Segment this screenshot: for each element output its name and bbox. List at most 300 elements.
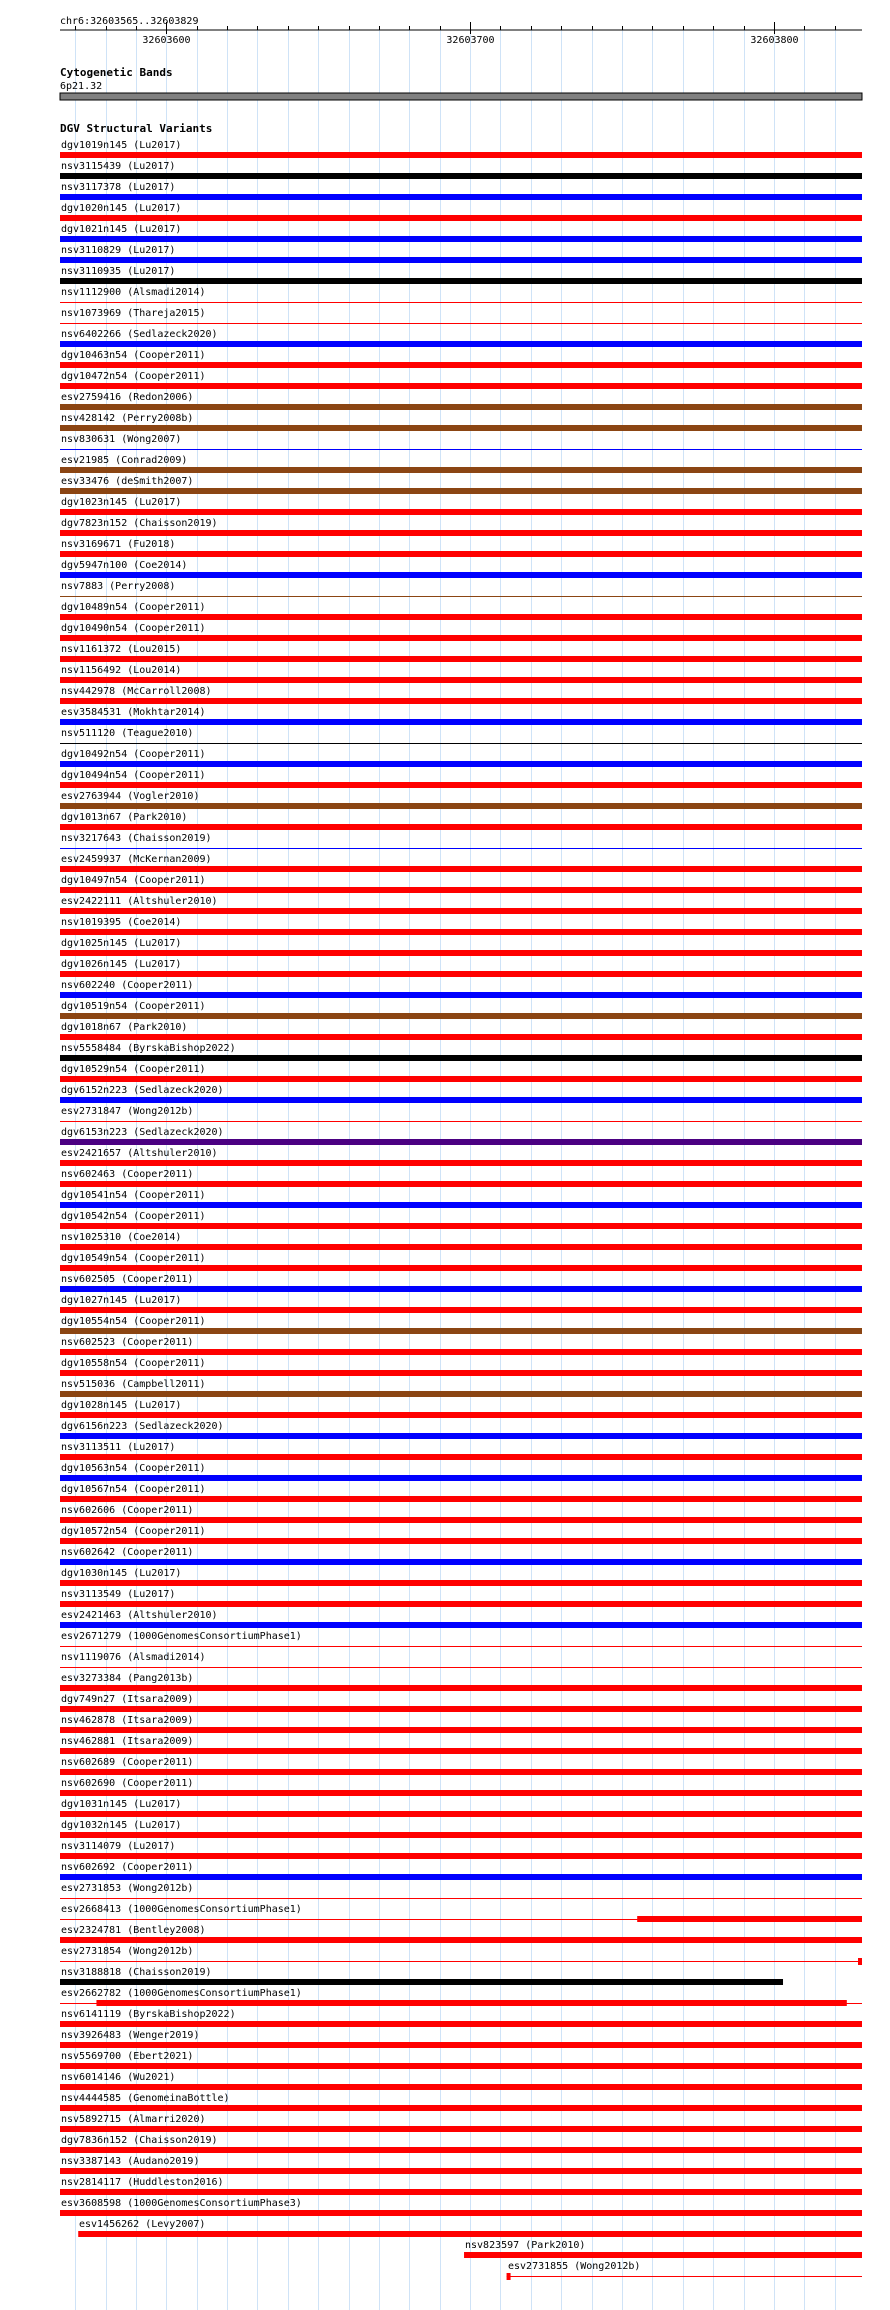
variant-row <box>60 1652 862 1668</box>
variant-label: esv2421657 (Altshuler2010) <box>61 1148 218 1159</box>
variant-row <box>60 560 862 578</box>
variant-feature-bar[interactable] <box>60 1727 862 1733</box>
variant-row <box>60 2135 862 2153</box>
variant-feature-bar[interactable] <box>60 1769 862 1775</box>
variant-row <box>60 1694 862 1712</box>
variant-label: dgv10494n54 (Cooper2011) <box>61 770 206 781</box>
variant-feature-bar[interactable] <box>60 1139 862 1145</box>
variant-feature-bar[interactable] <box>60 530 862 536</box>
variant-label: dgv749n27 (Itsara2009) <box>61 1694 194 1705</box>
variant-label: dgv10490n54 (Cooper2011) <box>61 623 206 634</box>
variant-label: nsv462881 (Itsara2009) <box>61 1736 194 1747</box>
variant-row <box>60 2009 862 2027</box>
variant-row <box>60 1526 862 1544</box>
variant-row <box>60 602 862 620</box>
variant-feature-bar[interactable] <box>60 1391 862 1397</box>
variant-label: dgv10519n54 (Cooper2011) <box>61 1001 206 1012</box>
variant-label: nsv3114079 (Lu2017) <box>61 1841 176 1852</box>
variant-row <box>60 434 862 450</box>
variant-label: nsv7883 (Perry2008) <box>61 581 176 592</box>
variant-feature-bar[interactable] <box>60 1244 862 1250</box>
variant-label: esv2671279 (1000GenomesConsortiumPhase1) <box>61 1631 302 1642</box>
variant-feature-bar[interactable] <box>60 1559 862 1565</box>
ruler-tick-label: 32603800 <box>750 35 799 46</box>
variant-end-marker <box>858 1958 862 1965</box>
variant-label: dgv1027n145 (Lu2017) <box>61 1295 182 1306</box>
variant-row <box>507 2261 862 2280</box>
variant-feature-bar[interactable] <box>60 824 862 830</box>
cytoband-track-title: Cytogenetic Bands <box>60 66 173 79</box>
variant-row <box>60 203 862 221</box>
variant-label: esv2459937 (McKernan2009) <box>61 854 212 865</box>
variant-label: esv1456262 (Levy2007) <box>79 2219 206 2230</box>
variant-label: nsv3926483 (Wenger2019) <box>61 2030 200 2041</box>
variant-row <box>60 1547 862 1565</box>
variant-feature-bar[interactable] <box>60 929 862 935</box>
variant-feature-bar[interactable] <box>60 2063 862 2069</box>
variant-label: nsv2814117 (Huddleston2016) <box>61 2177 224 2188</box>
variant-label: dgv1030n145 (Lu2017) <box>61 1568 182 1579</box>
variant-row <box>60 1169 862 1187</box>
variant-row <box>60 938 862 956</box>
variant-row <box>60 854 862 872</box>
variant-row <box>60 1778 862 1796</box>
variant-feature-bar[interactable] <box>60 572 862 578</box>
variant-feature-bar[interactable] <box>60 1580 862 1586</box>
variant-label: esv2763944 (Vogler2010) <box>61 791 200 802</box>
variant-label: nsv830631 (Wong2007) <box>61 434 182 445</box>
variant-row <box>60 959 862 977</box>
variant-start-marker <box>507 2273 511 2280</box>
variant-label: nsv1025310 (Coe2014) <box>61 1232 182 1243</box>
variant-label: esv3608598 (1000GenomesConsortiumPhase3) <box>61 2198 302 2209</box>
variant-label: esv2422111 (Altshuler2010) <box>61 896 218 907</box>
variant-label: esv2421463 (Altshuler2010) <box>61 1610 218 1621</box>
variant-label: nsv3110935 (Lu2017) <box>61 266 176 277</box>
variant-row <box>60 455 862 473</box>
variant-row <box>60 1988 862 2006</box>
variant-row <box>60 371 862 389</box>
variant-row <box>60 1295 862 1313</box>
variant-row <box>60 1589 862 1607</box>
variant-label: esv2731853 (Wong2012b) <box>61 1883 194 1894</box>
variant-row <box>60 1274 862 1292</box>
variant-row <box>60 1442 862 1460</box>
variant-feature-bar[interactable] <box>60 1517 862 1523</box>
variant-label: nsv6402266 (Sedlazeck2020) <box>61 329 218 340</box>
variant-label: dgv1021n145 (Lu2017) <box>61 224 182 235</box>
variant-label: nsv462878 (Itsara2009) <box>61 1715 194 1726</box>
variant-row <box>60 224 862 242</box>
variant-row <box>60 245 862 263</box>
variant-label: nsv511120 (Teague2010) <box>61 728 194 739</box>
variant-feature-bar[interactable] <box>60 1496 862 1502</box>
variant-label: dgv7836n152 (Chaisson2019) <box>61 2135 218 2146</box>
variant-label: nsv3110829 (Lu2017) <box>61 245 176 256</box>
variant-feature-bar[interactable] <box>60 362 862 368</box>
variant-feature-bar[interactable] <box>60 971 862 977</box>
variant-row <box>60 413 862 431</box>
variant-row <box>60 1862 862 1880</box>
variant-label: nsv1073969 (Thareja2015) <box>61 308 206 319</box>
variant-row <box>60 2177 862 2195</box>
variant-label: esv2731855 (Wong2012b) <box>508 2261 641 2272</box>
variant-row <box>60 686 862 704</box>
variant-row <box>60 1001 862 1019</box>
variant-row <box>60 1232 862 1250</box>
variant-feature-bar[interactable] <box>60 1055 862 1061</box>
variant-row <box>60 1568 862 1586</box>
variant-row <box>60 833 862 849</box>
ruler <box>60 16 862 46</box>
variant-row <box>60 1883 862 1899</box>
variant-row <box>60 1820 862 1838</box>
variant-feature-bar[interactable] <box>60 887 862 893</box>
variant-feature-bar[interactable] <box>60 1202 862 1208</box>
variant-label: nsv1161372 (Lou2015) <box>61 644 182 655</box>
variant-label: dgv10567n54 (Cooper2011) <box>61 1484 206 1495</box>
variant-feature-bar[interactable] <box>60 1706 862 1712</box>
variant-label: nsv602642 (Cooper2011) <box>61 1547 194 1558</box>
variant-row <box>60 623 862 641</box>
variant-label: nsv1112900 (Alsmadi2014) <box>61 287 206 298</box>
variant-row <box>60 1946 862 1965</box>
variant-feature-bar[interactable] <box>60 236 862 242</box>
variant-feature-bar[interactable] <box>60 1181 862 1187</box>
variant-row <box>60 497 862 515</box>
variant-feature-bar[interactable] <box>60 1622 862 1628</box>
variant-label: nsv1019395 (Coe2014) <box>61 917 182 928</box>
variant-feature-bar[interactable] <box>60 677 862 683</box>
variant-label: dgv10472n54 (Cooper2011) <box>61 371 206 382</box>
variant-label: dgv1020n145 (Lu2017) <box>61 203 182 214</box>
variant-label: nsv3113549 (Lu2017) <box>61 1589 176 1600</box>
variant-row <box>60 2198 862 2216</box>
variant-label: nsv602692 (Cooper2011) <box>61 1862 194 1873</box>
variant-row <box>60 1379 862 1397</box>
variant-feature-bar[interactable] <box>60 2126 862 2132</box>
variant-feature-bar[interactable] <box>60 173 862 179</box>
variant-feature-bar[interactable] <box>60 1811 862 1817</box>
variant-row <box>60 665 862 683</box>
variant-row <box>60 791 862 809</box>
variant-feature-bar[interactable] <box>60 1790 862 1796</box>
variant-label: nsv3217643 (Chaisson2019) <box>61 833 212 844</box>
variant-row <box>60 644 862 662</box>
variant-row <box>60 1316 862 1334</box>
variant-feature-bar[interactable] <box>60 1853 862 1859</box>
variant-feature-bar[interactable] <box>60 1832 862 1838</box>
variant-label: esv2731854 (Wong2012b) <box>61 1946 194 1957</box>
variant-label: nsv6141119 (ByrskaBishop2022) <box>61 2009 236 2020</box>
variant-feature-bar[interactable] <box>60 1328 862 1334</box>
variant-feature-bar[interactable] <box>60 1874 862 1880</box>
variant-label: nsv602523 (Cooper2011) <box>61 1337 194 1348</box>
variant-feature-bar[interactable] <box>60 761 862 767</box>
variant-label: esv33476 (deSmith2007) <box>61 476 194 487</box>
variant-label: dgv1028n145 (Lu2017) <box>61 1400 182 1411</box>
variant-row <box>60 980 862 998</box>
variant-label: nsv3188818 (Chaisson2019) <box>61 1967 212 1978</box>
variant-row <box>60 1106 862 1122</box>
variant-feature-bar[interactable] <box>60 1265 862 1271</box>
variant-feature-bar[interactable] <box>60 2168 862 2174</box>
variant-label: nsv3115439 (Lu2017) <box>61 161 176 172</box>
variant-row <box>60 1904 862 1922</box>
variant-row <box>60 875 862 893</box>
variant-feature-bar[interactable] <box>60 1538 862 1544</box>
variant-feature-bar[interactable] <box>60 2042 862 2048</box>
variant-feature-bar[interactable] <box>60 614 862 620</box>
variant-row <box>60 2030 862 2048</box>
variant-row <box>60 728 862 744</box>
variant-feature-bar[interactable] <box>60 1685 862 1691</box>
variant-label: nsv3117378 (Lu2017) <box>61 182 176 193</box>
variant-label: nsv602505 (Cooper2011) <box>61 1274 194 1285</box>
region-label: chr6:32603565..32603829 <box>60 16 199 27</box>
variant-feature-bar[interactable] <box>60 425 862 431</box>
variant-feature-bar[interactable] <box>60 908 862 914</box>
variant-label: esv2731847 (Wong2012b) <box>61 1106 194 1117</box>
variant-feature-bar[interactable] <box>464 2252 862 2258</box>
variant-row <box>60 287 862 303</box>
variant-label: dgv1031n145 (Lu2017) <box>61 1799 182 1810</box>
variant-row <box>60 1337 862 1355</box>
variant-feature-bar[interactable] <box>78 2231 862 2237</box>
variant-label: dgv10542n54 (Cooper2011) <box>61 1211 206 1222</box>
variant-feature-bar[interactable] <box>60 1370 862 1376</box>
variant-feature-block[interactable] <box>637 1916 862 1922</box>
ruler-tick-label: 32603700 <box>446 35 495 46</box>
variant-feature-bar[interactable] <box>60 992 862 998</box>
variant-label: esv2662782 (1000GenomesConsortiumPhase1) <box>61 1988 302 1999</box>
variant-label: esv2759416 (Redon2006) <box>61 392 194 403</box>
variant-row <box>60 1400 862 1418</box>
variant-row <box>60 1358 862 1376</box>
variant-label: dgv10549n54 (Cooper2011) <box>61 1253 206 1264</box>
variant-label: dgv1018n67 (Park2010) <box>61 1022 188 1033</box>
variant-row <box>60 2114 862 2132</box>
variant-feature-bar[interactable] <box>60 1454 862 1460</box>
variant-row <box>60 2072 862 2090</box>
variant-row <box>60 1799 862 1817</box>
variant-row <box>60 539 862 557</box>
variant-row <box>60 749 862 767</box>
variant-feature-bar[interactable] <box>60 1013 862 1019</box>
variant-row <box>60 1127 862 1145</box>
variant-row <box>60 917 862 935</box>
variant-label: dgv10558n54 (Cooper2011) <box>61 1358 206 1369</box>
variant-feature-bar[interactable] <box>60 1412 862 1418</box>
variant-row <box>60 1736 862 1754</box>
variant-feature-bar[interactable] <box>60 950 862 956</box>
variant-row <box>60 1610 862 1628</box>
variant-feature-bar[interactable] <box>60 1979 783 1985</box>
variant-feature-bar[interactable] <box>60 2105 862 2111</box>
variant-label: dgv10563n54 (Cooper2011) <box>61 1463 206 1474</box>
variant-label: nsv515036 (Campbell2011) <box>61 1379 206 1390</box>
variant-row <box>60 1715 862 1733</box>
variant-label: nsv823597 (Park2010) <box>465 2240 586 2251</box>
variant-label: nsv442978 (McCarroll2008) <box>61 686 212 697</box>
variant-label: nsv428142 (Perry2008b) <box>61 413 194 424</box>
variant-feature-bar[interactable] <box>60 1286 862 1292</box>
variant-row <box>60 1022 862 1040</box>
variant-feature-bar[interactable] <box>60 1223 862 1229</box>
variant-label: nsv602463 (Cooper2011) <box>61 1169 194 1180</box>
variant-label: dgv1025n145 (Lu2017) <box>61 938 182 949</box>
variant-row <box>60 266 862 284</box>
variant-row <box>60 812 862 830</box>
variant-label: dgv10489n54 (Cooper2011) <box>61 602 206 613</box>
variant-label: dgv10541n54 (Cooper2011) <box>61 1190 206 1201</box>
variant-row <box>60 518 862 536</box>
variant-feature-bar[interactable] <box>60 341 862 347</box>
variant-label: dgv6156n223 (Sedlazeck2020) <box>61 1421 224 1432</box>
variant-row <box>60 896 862 914</box>
variant-feature-bar[interactable] <box>60 2084 862 2090</box>
variant-row <box>60 1505 862 1523</box>
variant-label: dgv5947n100 (Coe2014) <box>61 560 188 571</box>
variant-row <box>60 1463 862 1481</box>
variant-row <box>60 1148 862 1166</box>
variant-label: dgv10572n54 (Cooper2011) <box>61 1526 206 1537</box>
variant-feature-bar[interactable] <box>60 551 862 557</box>
variant-row <box>60 2051 862 2069</box>
variant-label: esv2324781 (Bentley2008) <box>61 1925 206 1936</box>
variant-label: dgv1023n145 (Lu2017) <box>61 497 182 508</box>
variant-label: nsv1156492 (Lou2014) <box>61 665 182 676</box>
variant-feature-bar[interactable] <box>60 719 862 725</box>
variant-label: dgv10529n54 (Cooper2011) <box>61 1064 206 1075</box>
variant-label: dgv6152n223 (Sedlazeck2020) <box>61 1085 224 1096</box>
variant-row <box>60 1841 862 1859</box>
variant-feature-bar[interactable] <box>60 1349 862 1355</box>
variant-row <box>60 1190 862 1208</box>
variant-feature-bar[interactable] <box>60 467 862 473</box>
variant-feature-bar[interactable] <box>60 866 862 872</box>
variant-row <box>60 161 862 179</box>
variant-feature-bar[interactable] <box>60 1748 862 1754</box>
variant-feature-bar[interactable] <box>60 1034 862 1040</box>
variant-feature-bar[interactable] <box>60 257 862 263</box>
variant-feature-bar[interactable] <box>60 2189 862 2195</box>
cytoband-bar[interactable] <box>60 93 862 100</box>
variant-label: dgv10554n54 (Cooper2011) <box>61 1316 206 1327</box>
variant-row <box>60 308 862 324</box>
variant-label: dgv1019n145 (Lu2017) <box>61 140 182 151</box>
variant-row <box>60 1967 783 1985</box>
variant-feature-bar[interactable] <box>60 509 862 515</box>
variant-row <box>60 140 862 158</box>
variant-label: dgv7823n152 (Chaisson2019) <box>61 518 218 529</box>
variant-label: dgv10497n54 (Cooper2011) <box>61 875 206 886</box>
variant-label: dgv6153n223 (Sedlazeck2020) <box>61 1127 224 1138</box>
variant-label: nsv6014146 (Wu2021) <box>61 2072 176 2083</box>
variant-feature-bar[interactable] <box>60 152 862 158</box>
variant-label: dgv10492n54 (Cooper2011) <box>61 749 206 760</box>
variant-feature-bar[interactable] <box>60 1433 862 1439</box>
variant-label: nsv602689 (Cooper2011) <box>61 1757 194 1768</box>
variant-feature-bar[interactable] <box>60 2210 862 2216</box>
cytoband-label: 6p21.32 <box>60 81 103 92</box>
variant-label: esv3584531 (Mokhtar2014) <box>61 707 206 718</box>
variant-label: esv2668413 (1000GenomesConsortiumPhase1) <box>61 1904 302 1915</box>
variant-feature-bar[interactable] <box>60 656 862 662</box>
variant-label: nsv4444585 (GenomeinaBottle) <box>61 2093 230 2104</box>
variant-label: nsv5892715 (Almarri2020) <box>61 2114 206 2125</box>
variant-row <box>60 1757 862 1775</box>
variant-feature-bar[interactable] <box>60 278 862 284</box>
variant-feature-bar[interactable] <box>60 2021 862 2027</box>
variant-label: dgv1013n67 (Park2010) <box>61 812 188 823</box>
variant-feature-block[interactable] <box>96 2000 846 2006</box>
variant-feature-bar[interactable] <box>60 2147 862 2153</box>
variant-feature-bar[interactable] <box>60 635 862 641</box>
variant-label: dgv10463n54 (Cooper2011) <box>61 350 206 361</box>
variant-row <box>60 1631 862 1647</box>
variant-feature-bar[interactable] <box>60 1601 862 1607</box>
variant-feature-bar[interactable] <box>60 1307 862 1313</box>
variant-label: nsv3113511 (Lu2017) <box>61 1442 176 1453</box>
variant-row <box>60 392 862 410</box>
variant-row <box>60 476 862 494</box>
variant-row <box>60 2093 862 2111</box>
variant-label: nsv3387143 (Audano2019) <box>61 2156 200 2167</box>
variant-feature-bar[interactable] <box>60 1097 862 1103</box>
variant-label: dgv1032n145 (Lu2017) <box>61 1820 182 1831</box>
variant-row <box>60 1253 862 1271</box>
variant-feature-bar[interactable] <box>60 1160 862 1166</box>
variant-feature-bar[interactable] <box>60 488 862 494</box>
variant-feature-bar[interactable] <box>60 1937 862 1943</box>
variant-row <box>60 1421 862 1439</box>
ruler-tick-label: 32603600 <box>142 35 191 46</box>
dgv-structural-variants-track <box>60 122 862 2280</box>
variant-row <box>60 770 862 788</box>
variant-row <box>60 1043 862 1061</box>
variant-label: esv21985 (Conrad2009) <box>61 455 188 466</box>
cytogenetic-bands-track <box>60 66 862 100</box>
variant-row <box>60 1085 862 1103</box>
variant-label: nsv602240 (Cooper2011) <box>61 980 194 991</box>
variant-feature-bar[interactable] <box>60 803 862 809</box>
variant-label: nsv5558484 (ByrskaBishop2022) <box>61 1043 236 1054</box>
dgv-track-title: DGV Structural Variants <box>60 122 213 135</box>
variant-label: nsv602606 (Cooper2011) <box>61 1505 194 1516</box>
variant-feature-bar[interactable] <box>60 698 862 704</box>
variant-label: nsv5569700 (Ebert2021) <box>61 2051 194 2062</box>
variant-row <box>60 1925 862 1943</box>
variant-row <box>60 182 862 200</box>
variant-feature-bar[interactable] <box>60 1475 862 1481</box>
variant-feature-bar[interactable] <box>60 383 862 389</box>
variant-row <box>464 2240 862 2258</box>
variant-row <box>60 707 862 725</box>
variant-feature-bar[interactable] <box>60 782 862 788</box>
variant-label: esv3273384 (Pang2013b) <box>61 1673 194 1684</box>
variant-feature-bar[interactable] <box>60 215 862 221</box>
variant-label: nsv1119076 (Alsmadi2014) <box>61 1652 206 1663</box>
variant-feature-bar[interactable] <box>60 1076 862 1082</box>
variant-row <box>60 1064 862 1082</box>
variant-row <box>60 1673 862 1691</box>
variant-row <box>60 350 862 368</box>
variant-label: nsv3169671 (Fu2018) <box>61 539 176 550</box>
variant-feature-bar[interactable] <box>60 404 862 410</box>
variant-feature-bar[interactable] <box>60 194 862 200</box>
variant-label: nsv602690 (Cooper2011) <box>61 1778 194 1789</box>
